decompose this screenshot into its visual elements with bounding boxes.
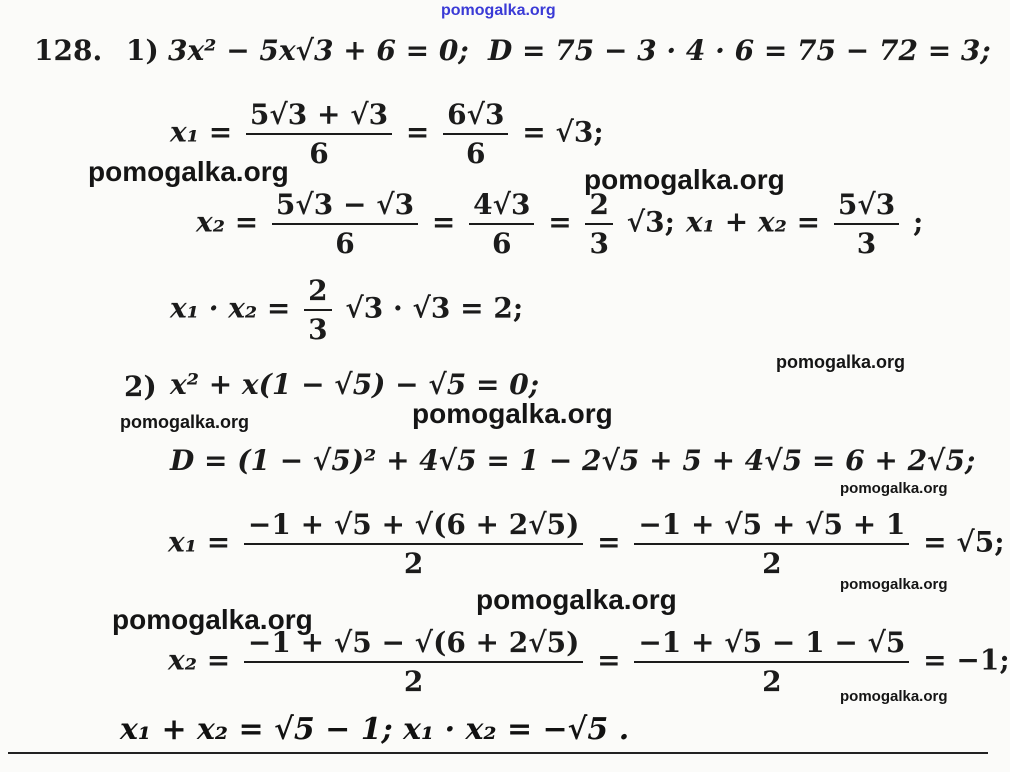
fraction-numerator: 5√3 − √3 xyxy=(272,188,418,225)
fraction-denominator: 2 xyxy=(403,547,424,580)
part1-label: 1) xyxy=(126,34,159,67)
x1-result: = √3; xyxy=(522,115,604,149)
fraction-numerator: −1 + √5 + √(6 + 2√5) xyxy=(244,508,583,545)
fraction-denominator: 6 xyxy=(492,227,512,260)
sum-end: ; xyxy=(912,205,924,239)
fraction-denominator: 2 xyxy=(403,665,424,698)
fraction-numerator: 6√3 xyxy=(443,98,508,135)
product-lhs: x₁ · x₂ = xyxy=(170,291,291,325)
watermark: pomogalka.org xyxy=(776,352,906,372)
x2-expression: x₂ = $\frac{5√3 - √3}{6}$ = $\frac{4√3}{6}$ = $\frac{2}{3}$ √3; xyxy=(196,188,675,260)
fraction-denominator: 2 xyxy=(762,665,782,698)
product-fraction xyxy=(304,274,331,346)
watermark: pomogalka.org xyxy=(584,164,785,195)
p2-x1-lhs: x₁ = xyxy=(168,525,231,559)
fraction-denominator: 2 xyxy=(762,547,782,580)
watermark: pomogalka.org xyxy=(476,584,677,615)
fraction-numerator: 4√3 xyxy=(469,188,534,225)
p2-x2-lhs: x₂ = xyxy=(168,643,231,677)
equation-2: x² + x(1 − √5) − √5 = 0; xyxy=(170,368,540,401)
watermark: pomogalka.org xyxy=(840,688,948,705)
fraction-denominator: 3 xyxy=(308,313,328,346)
fraction-numerator: −1 + √5 − √(6 + 2√5) xyxy=(244,626,583,663)
p2-x1-fraction-1 xyxy=(244,508,583,580)
discriminant-1: D = 75 − 3 · 4 · 6 = 75 − 72 = 3; xyxy=(488,34,991,67)
p2-x2-expression: x₂ = $\frac{-1 + √5 - √(6 + 2√5)}{2}$ = $\frac{-1 + √5 - 1 - √5}{2}$ = −1; xyxy=(168,626,1010,698)
x1-expression: x₁ = $\frac{5√3 + √3}{6}$ = $\frac{6√3}{6}$ = √3; xyxy=(170,98,604,170)
x2-fraction-1 xyxy=(272,188,418,260)
product-result: √3 · √3 = 2; xyxy=(345,291,524,325)
x2-fraction-3 xyxy=(585,188,612,260)
x2-fraction-2 xyxy=(469,188,534,260)
bottom-divider xyxy=(8,752,988,754)
sum-expression xyxy=(686,188,923,260)
x1-fraction-2 xyxy=(443,98,508,170)
watermark: pomogalka.org xyxy=(112,604,313,635)
part2-label: 2) xyxy=(124,370,157,403)
fraction-denominator: 6 xyxy=(466,137,486,170)
fraction-numerator: 5√3 xyxy=(834,188,899,225)
top-watermark: pomogalka.org xyxy=(441,2,556,19)
handwritten-answer: x₁ + x₂ = √5 − 1; x₁ · x₂ = −√5 . xyxy=(120,712,630,747)
x2-result: √3; xyxy=(626,205,675,239)
problem-number: 128. xyxy=(34,34,103,67)
product-expression xyxy=(170,274,523,346)
fraction-denominator: 3 xyxy=(589,227,609,260)
sum-lhs: x₁ + x₂ = xyxy=(686,205,821,239)
p2-x2-result: = −1; xyxy=(923,643,1010,677)
equation-1: 3x² − 5x√3 + 6 = 0; xyxy=(168,34,469,67)
fraction-numerator: 2 xyxy=(585,188,612,225)
fraction-denominator: 6 xyxy=(309,137,329,170)
watermark: pomogalka.org xyxy=(120,412,250,432)
p2-x2-fraction-1 xyxy=(244,626,583,698)
fraction-denominator: 3 xyxy=(856,227,877,260)
fraction-numerator: 2 xyxy=(304,274,331,311)
p2-x1-result: = √5; xyxy=(923,525,1005,559)
x1-lhs: x₁ = xyxy=(170,115,233,149)
sum-fraction xyxy=(834,188,899,260)
fraction-numerator: 5√3 + √3 xyxy=(246,98,392,135)
fraction-denominator: 6 xyxy=(335,227,355,260)
watermark: pomogalka.org xyxy=(840,480,948,497)
discriminant-2: D = (1 − √5)² + 4√5 = 1 − 2√5 + 5 + 4√5 = 6 + 2√5; xyxy=(170,444,976,477)
watermark: pomogalka.org xyxy=(840,576,948,593)
p2-x1-expression: x₁ = $\frac{-1 + √5 + √(6 + 2√5)}{2}$ = $\frac{-1 + √5 + √5 + 1}{2}$ = √5; xyxy=(168,508,1005,580)
watermark: pomogalka.org xyxy=(412,398,613,429)
watermark: pomogalka.org xyxy=(88,156,289,187)
p2-x1-fraction-2 xyxy=(634,508,909,580)
fraction-numerator: −1 + √5 + √5 + 1 xyxy=(634,508,909,545)
fraction-numerator: −1 + √5 − 1 − √5 xyxy=(634,626,909,663)
x2-lhs: x₂ = xyxy=(196,205,259,239)
